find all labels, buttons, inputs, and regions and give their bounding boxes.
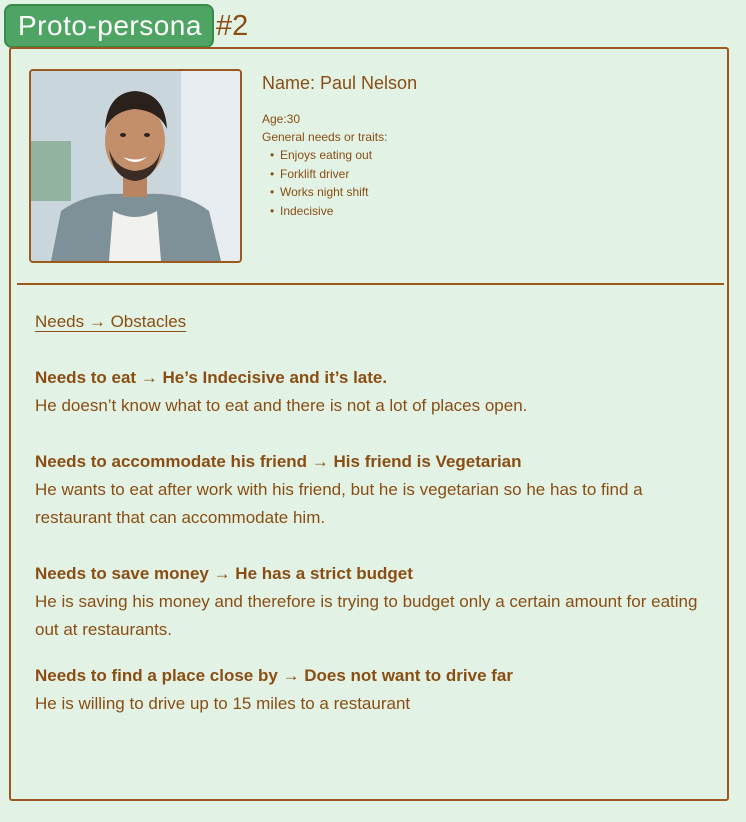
traits-heading: General needs or traits: <box>262 130 388 144</box>
need-item <box>35 560 715 644</box>
need-heading: Needs to find a place close by → Does not want to drive far <box>35 666 513 685</box>
need-description: He wants to eat after work with his friend, but he is vegetarian so he has to find a restaurant that can accommodate him. <box>35 480 643 527</box>
persona-details <box>262 73 417 220</box>
trait-item: • Indecisive <box>270 202 417 221</box>
persona-card <box>9 47 729 801</box>
persona-age: Age:30 <box>262 112 301 126</box>
need-item <box>35 662 715 718</box>
need-item <box>35 448 715 532</box>
traits-list <box>262 146 417 220</box>
persona-photo <box>29 69 242 263</box>
needs-obstacles-title: Needs → Obstacles <box>35 312 187 331</box>
portrait-image <box>31 71 240 261</box>
persona-title-chip: Proto-persona <box>4 4 214 48</box>
need-item <box>35 364 715 420</box>
trait-item: • Enjoys eating out <box>270 146 417 165</box>
section-divider <box>17 283 724 285</box>
trait-item: • Forklift driver <box>270 165 417 184</box>
need-heading: Needs to eat → He’s Indecisive and it’s late. <box>35 368 388 387</box>
page-header <box>4 4 248 48</box>
need-description: He is willing to drive up to 15 miles to a restaurant <box>35 694 411 713</box>
persona-number: #2 <box>215 9 249 42</box>
persona-name: Name: Paul Nelson <box>262 73 418 93</box>
need-description: He is saving his money and therefore is trying to budget only a certain amount for eating out at restaurants. <box>35 592 698 639</box>
need-heading: Needs to accommodate his friend → His friend is Vegetarian <box>35 452 522 471</box>
trait-item: • Works night shift <box>270 183 417 202</box>
need-description: He doesn’t know what to eat and there is not a lot of places open. <box>35 396 528 415</box>
need-heading: Needs to save money → He has a strict budget <box>35 564 413 583</box>
